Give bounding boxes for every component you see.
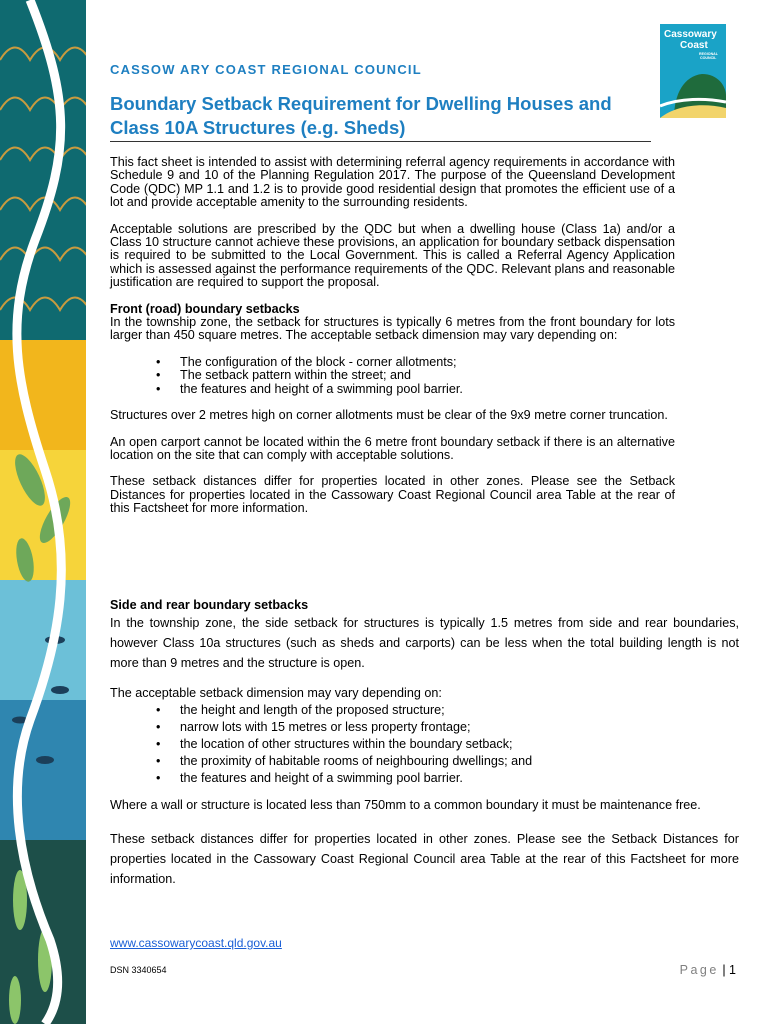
side-paragraph-3: Where a wall or structure is located less than 750mm to a common boundary it must be maintenance free.	[110, 797, 701, 812]
list-item: • the proximity of habitable rooms of neighbouring dwellings; and	[180, 753, 739, 770]
list-item: • The configuration of the block - corner allotments;	[180, 356, 675, 369]
main-content-upper	[110, 156, 675, 529]
logo-line-3: REGIONAL	[699, 52, 718, 56]
cassowary-coast-logo	[660, 24, 726, 118]
page-word: Page	[679, 963, 719, 977]
side-bullet-list	[110, 702, 739, 787]
list-item: • the features and height of a swimming pool barrier.	[180, 770, 739, 787]
front-setbacks-heading: Front (road) boundary setbacks	[110, 301, 300, 316]
logo-line-4: COUNCIL	[700, 56, 717, 60]
front-bullet-list	[110, 356, 675, 396]
list-item: • the height and length of the proposed structure;	[180, 702, 739, 719]
title-divider	[110, 141, 651, 142]
list-item: • The setback pattern within the street; and	[180, 369, 675, 382]
front-paragraph-4: These setback distances differ for properties located in other zones. Please see the Setback Distances for properties located in the Cassowary Coast Regional Council area Table at the rear of this Factsheet for more information.	[110, 474, 675, 516]
list-item: • the location of other structures within the boundary setback;	[180, 736, 739, 753]
page-title: Boundary Setback Requirement for Dwelling Houses and Class 10A Structures (e.g. Sheds)	[110, 93, 612, 138]
front-paragraph-2: Structures over 2 metres high on corner allotments must be clear of the 9x9 metre corner truncation.	[110, 408, 668, 423]
page-number	[680, 963, 736, 977]
side-paragraph-1: In the township zone, the side setback for structures is typically 1.5 metres from side and rear boundaries, however Class 10a structures (such as sheds and carports) can be less when the total building length is not more than 9 metres and the structure is open.	[110, 616, 739, 670]
intro-paragraph-1: This fact sheet is intended to assist with determining referral agency requirements in accordance with Schedule 9 and 10 of the Planning Regulation 2017. The purpose of the Queensland Development Code (QDC) MP 1.1 and 1.2 is to provide good residential design that promotes the efficient use of a lot and provide acceptable amenity to the surrounding residents.	[110, 155, 675, 210]
logo-line-1: Cassowary	[664, 29, 717, 40]
side-setbacks-heading: Side and rear boundary setbacks	[110, 598, 309, 612]
list-item: • the features and height of a swimming pool barrier.	[180, 383, 675, 396]
logo-line-2: Coast	[680, 40, 708, 51]
decorative-side-artwork	[0, 0, 86, 1024]
page-number-value: 1	[729, 963, 736, 977]
side-paragraph-4: These setback distances differ for properties located in other zones. Please see the Setback Distances for properties located in the Cassowary Coast Regional Council area Table at the rear of this Factsheet for more information.	[110, 831, 739, 886]
front-paragraph-1: In the township zone, the setback for structures is typically 6 metres from the front boundary for lots larger than 450 square metres. The acceptable setback dimension may vary depending on:	[110, 315, 675, 343]
organization-name: CASSOW ARY COAST REGIONAL COUNCIL	[110, 62, 422, 77]
intro-paragraph-2: Acceptable solutions are prescribed by the QDC but when a dwelling house (Class 1a) and/or a Class 10 structure cannot achieve these provisions, an application for boundary setback dispensation is required to be submitted to the Local Government. This is called a Referral Agency Application which is assessed against the performance requirements of the QDC. Relevant plans and reasonable justification are required to support the proposal.	[110, 221, 675, 290]
document-number: DSN 3340654	[110, 965, 167, 975]
council-website-link[interactable]: www.cassowarycoast.qld.gov.au	[110, 936, 282, 950]
list-item: • narrow lots with 15 metres or less property frontage;	[180, 719, 739, 736]
front-paragraph-3: An open carport cannot be located within the 6 metre front boundary setback if there is an alternative location on the site that can comply with acceptable solutions.	[110, 434, 675, 462]
main-content-lower	[110, 598, 739, 889]
page-separator: |	[718, 963, 730, 977]
side-paragraph-2: The acceptable setback dimension may vary depending on:	[110, 686, 442, 700]
